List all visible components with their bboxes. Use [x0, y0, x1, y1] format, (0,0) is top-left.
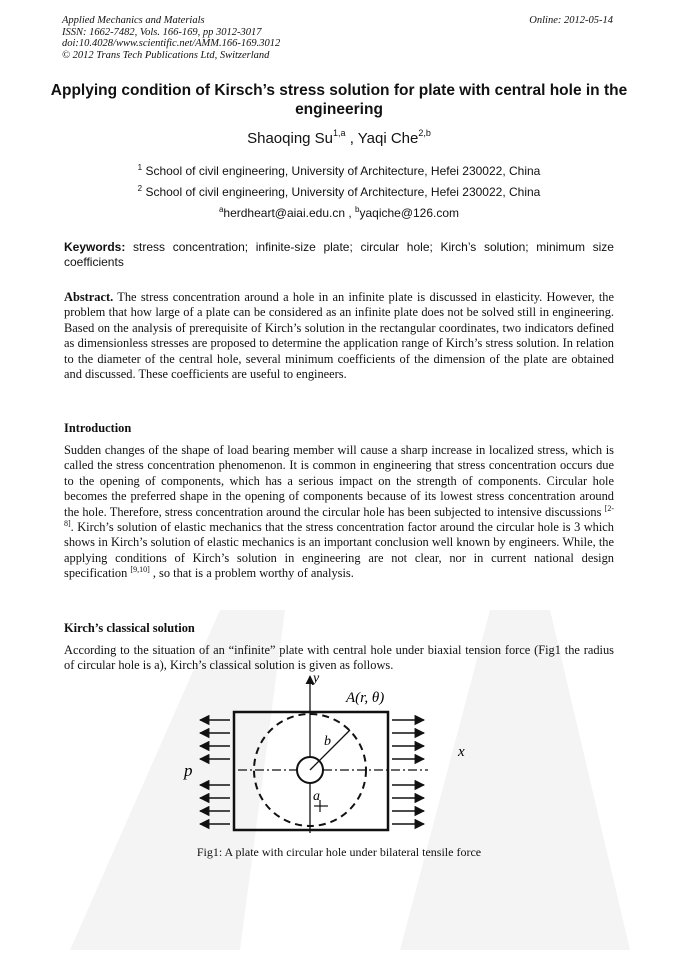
email-sup: b: [355, 205, 360, 214]
classical-solution-body: According to the situation of an “infinite” plate with central hole under biaxial tension force (Fig1 the radius of circular hole is a), Kirch’s classical solution is given as follows.: [64, 643, 614, 673]
affiliation-sup: 1: [137, 163, 143, 172]
affiliation-text: School of civil engineering, University of Architecture, Hefei 230022, China: [145, 185, 541, 199]
introduction-body: [64, 443, 614, 582]
email-link[interactable]: yaqiche@126.com: [359, 206, 460, 220]
keywords-label: Keywords:: [64, 240, 126, 254]
abstract: [64, 290, 614, 382]
affiliation-sup: 2: [137, 184, 143, 193]
figure-caption: Fig1: A plate with circular hole under bilateral tensile force: [196, 845, 482, 859]
affiliation-text: School of civil engineering, University of Architecture, Hefei 230022, China: [145, 164, 541, 178]
abstract-text: The stress concentration around a hole in an infinite plate is discussed in elasticity. However, the problem that how large of a plate can be considered as an infinite plate does not be solved still in engineering. Based on the analysis of prerequisite of Kirch’s solution in the rectangular coordinates, two indicators defined as dimensionless stresses are proposed to determine the application range of Kirch’s stress solution. In relation to the diameter of the central hole, several minimum coefficients of the dimension of the plate are obtained and discussed. These coefficients are useful to engineers.: [64, 290, 614, 382]
doi-line: doi:10.4028/www.scientific.net/AMM.166-169.3012: [62, 38, 281, 49]
issn-line: ISSN: 1662-7482, Vols. 166-169, pp 3012-3017: [62, 26, 262, 38]
citation-ref[interactable]: [2-8]: [64, 503, 614, 529]
journal-header: [62, 15, 280, 61]
intro-text: Sudden changes of the shape of load bearing member will cause a sharp increase in localized stress, which is called the stress concentration phenomenon. It is common in engineering that stress concentration occurs due to the opening of components, which has a serious impact on the strength of components. Circular hole becomes the preferred shape in the opening of components because of its lowest stress concentration around the hole. Therefore, stress concentration around the circular hole has been subjected to intensive discussions: [64, 443, 614, 519]
abstract-label: Abstract.: [64, 290, 114, 304]
keywords-text: stress concentration; infinite-size plate; circular hole; Kirch’s solution; minimum size coefficients: [64, 240, 614, 269]
a-label: a: [313, 789, 320, 804]
p-label: p: [184, 761, 193, 780]
online-date: Online: 2012-05-14: [529, 15, 613, 26]
email-sup: a: [218, 205, 224, 214]
classical-solution-heading: Kirch’s classical solution: [64, 621, 195, 635]
citation-ref[interactable]: [9,10]: [130, 565, 150, 575]
keywords: [64, 240, 614, 270]
intro-text: , so that is a problem worthy of analysis.: [152, 566, 354, 581]
x-label: x: [458, 744, 465, 760]
introduction-heading: Introduction: [64, 421, 132, 435]
author-name: Shaoqing Su: [247, 130, 334, 147]
affiliation-1: [0, 163, 678, 178]
intro-text: . Kirch’s solution of elastic mechanics that the stress concentration factor around the circular hole is 3 which shows in Kirch’s solution of elastic mechanics is an important conclusion well known by engineers. While, the applying conditions of Kirch’s solution in engineering are not clear, nor in current national design specification: [64, 520, 614, 581]
email-link[interactable]: herdheart@aiai.edu.cn: [223, 206, 345, 220]
point-label: A(r, θ): [346, 690, 385, 706]
right-load-arrows: [392, 720, 424, 824]
paper-title: Applying condition of Kirsch’s stress solution for plate with central hole in the engineering: [50, 82, 628, 118]
b-label: b: [324, 734, 331, 749]
author-sup: 2,b: [418, 128, 431, 138]
author-sup: 1,a: [333, 128, 346, 138]
email-line: $^a$herdheart@aiai.edu.cn , $^b$yaqiche@126.com: [218, 205, 460, 220]
copyright-line: © 2012 Trans Tech Publications Ltd, Switzerland: [62, 49, 270, 61]
left-load-arrows: [200, 720, 230, 824]
author-name: Yaqi Che: [357, 130, 419, 147]
y-label: y: [313, 671, 320, 686]
plate-hole-figure: [178, 668, 498, 836]
journal-name: Applied Mechanics and Materials: [62, 15, 205, 26]
affiliation-2: [0, 184, 678, 199]
author-line: Shaoqing Su$^{1,a}$ , Yaqi Che$^{2,b}$: [247, 128, 431, 147]
